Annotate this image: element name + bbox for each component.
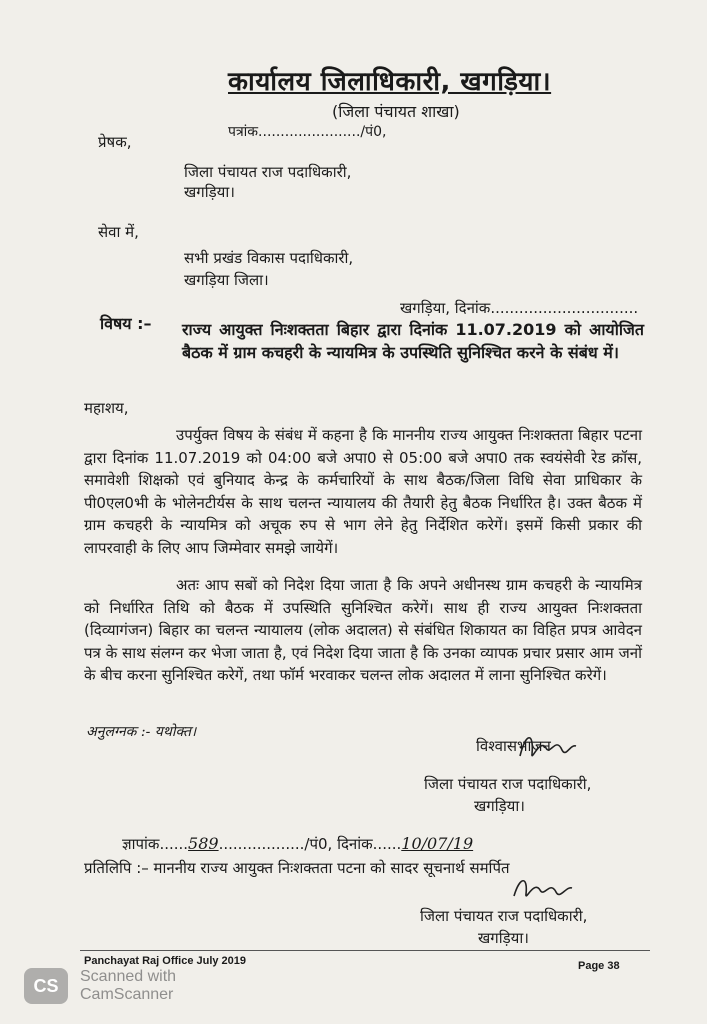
body-paragraph-2: अतः आप सबों को निदेश दिया जाता है कि अपने अधीनस्थ ग्राम कचहरी के न्यायमित्र को निर्धारित तिथि को बैठक में उपस्थिति सुनिश्चित करेगें। साथ ही राज्य आयुक्त निःशक्तता (दिव्यागंजन) बिहार का चलन्त न्यायालय (लोक अदालत) से संबंधित शिकायत का विहित प्रपत्र आवेदन पत्र के साथ संलग्न कर भेजा जाता है, एवं निदेश दिया जाता है कि उनका व्यापक प्रचार प्रसार आम जनों के बीच करना सुनिश्चित करेगें, तथा फॉर्म भरवाकर चलन्त लोक अदालत में लाना सुनिश्चित करेगें। <box>84 576 642 684</box>
copy-signatory-place: खगड़िया। <box>478 929 529 947</box>
copy-line <box>84 858 510 878</box>
sender-line-2: खगड़िया। <box>184 183 235 201</box>
enclosure-note: अनुलग्नक :- यथोक्त। <box>86 724 197 740</box>
camscanner-watermark: Scanned with CamScanner <box>80 968 177 1003</box>
memo-dots-3: ...... <box>372 835 402 853</box>
copy-text: माननीय राज्य आयुक्त निःशक्तता पटना को सादर सूचनार्थ समर्पित <box>153 859 510 877</box>
memo-date: 10/07/19 <box>401 834 474 853</box>
salutation: महाशय, <box>84 399 129 417</box>
memo-dots-2: .................. <box>218 835 305 853</box>
subject-label: विषय :– <box>100 314 152 333</box>
sender-label: प्रेषक, <box>98 133 132 151</box>
memo-label-text: ज्ञापांक <box>122 835 160 853</box>
date-line: खगड़िया, दिनांक............................... <box>400 299 639 317</box>
signatory-place: खगड़िया। <box>474 797 525 815</box>
office-title: कार्यालय जिलाधिकारी, खगड़िया। <box>228 67 552 97</box>
memo-dots: ...... <box>159 835 189 853</box>
footer-page-number: Page 38 <box>578 960 620 972</box>
subject-text: राज्य आयुक्त निःशक्तता बिहार द्वारा दिनांक 11.07.2019 को आयोजित बैठक में ग्राम कचहरी के न्यायमित्र के उपस्थिति सुनिश्चित करने के संबंध में। <box>182 320 644 362</box>
letter-number: पत्रांक......................./पं0, <box>228 124 387 140</box>
closing-text: विश्वासभाजन <box>476 737 551 755</box>
memo-label <box>122 834 473 854</box>
recipient-line-1: सभी प्रखंड विकास पदाधिकारी, <box>184 249 354 267</box>
signature-mark <box>512 726 582 770</box>
footer-office: Panchayat Raj Office July 2019 <box>84 955 247 967</box>
signature-mark-2 <box>508 872 578 906</box>
body-paragraph-1: उपर्युक्त विषय के संबंध में कहना है कि माननीय राज्य आयुक्त निःशक्तता बिहार पटना द्वारा दिनांक 11.07.2019 को 04:00 बजे अपा0 से 05:00 बजे अपा0 तक स्वयंसेवी रेड क्रॉस, समावेशी शिक्षको एवं बुनियाद केन्द्र के कर्मचारियों के साथ बैठक/जिला विधि सेवा प्राधिकार के पी0एल0भी के भोलेनटीर्यस के साथ चलन्त न्यायालय की तैयारी हेतु बैठक निर्धारित है। उक्त बैठक में ग्राम कचहरी के न्यायमित्र को अचूक रुप से भाग लेने हेतु निर्देशित करेगें। इसमें किसी प्रकार की लापरवाही के लिए आप जिम्मेवार समझे जायेगें। <box>84 426 642 557</box>
memo-number: 589 <box>188 834 219 853</box>
copy-label: प्रतिलिपि :– <box>84 859 149 877</box>
footer-rule <box>80 950 650 951</box>
camscanner-logo-icon: CS <box>24 968 68 1004</box>
office-subtitle: (जिला पंचायत शाखा) <box>332 102 460 121</box>
memo-mid: /पं0, दिनांक <box>304 835 373 853</box>
recipient-line-2: खगड़िया जिला। <box>184 271 269 289</box>
signatory-title: जिला पंचायत राज पदाधिकारी, <box>424 775 592 793</box>
sender-line-1: जिला पंचायत राज पदाधिकारी, <box>184 163 352 181</box>
copy-signatory-title: जिला पंचायत राज पदाधिकारी, <box>420 907 588 925</box>
recipient-label: सेवा में, <box>98 223 139 241</box>
